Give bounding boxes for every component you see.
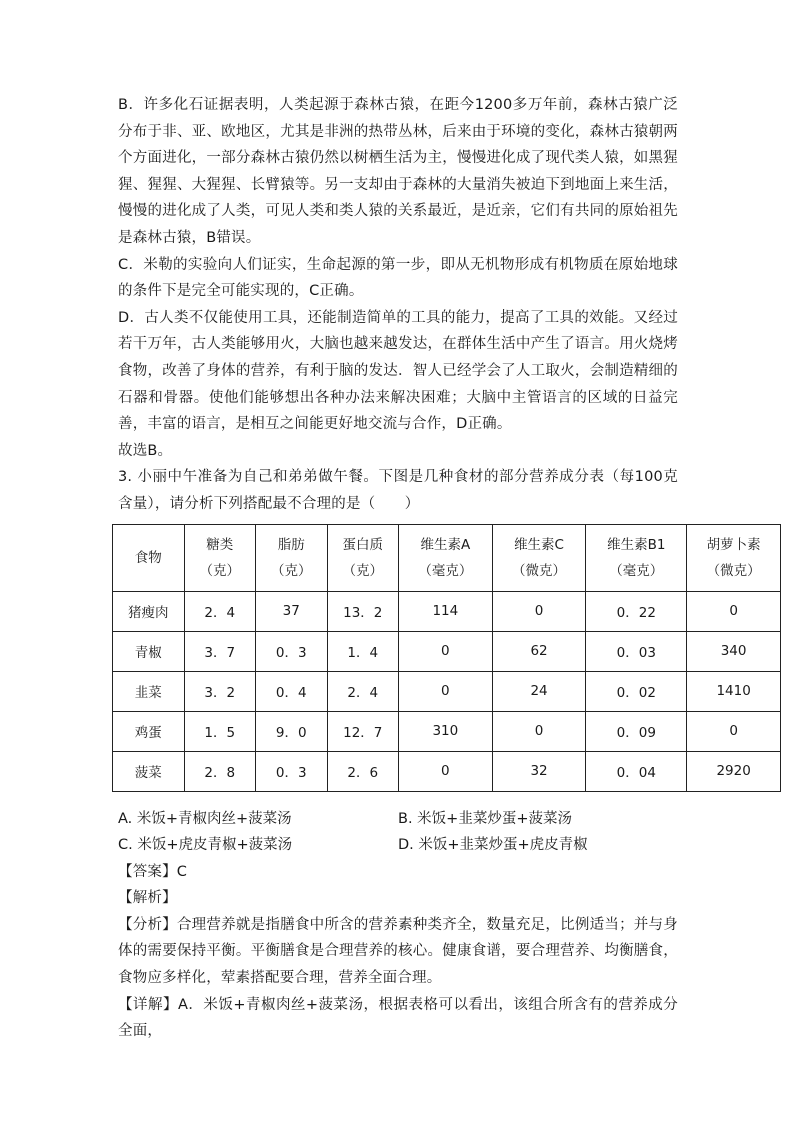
header-cell: 维生素B1 （毫克） <box>586 524 687 591</box>
value-cell: 114 <box>399 591 493 631</box>
header-cell: 维生素C （微克） <box>492 524 586 591</box>
value-cell: 1．5 <box>184 711 256 751</box>
option-b-analysis: B．许多化石证据表明，人类起源于森林古猿，在距今1200多万年前，森林古猿广泛分布于非、亚、欧地区，尤其是非洲的热带丛林，后来由于环境的变化，森林古猿朝两个方面进化，一部分森林古猿仍然以树栖生活为主，慢慢进化成了现代类人猿，如黑猩猩、猩猩、大猩猩、长臂猿等。另一支却由于森林的大量消失被迫下到地面上来生活，慢慢的进化成了人类，可见人类和类人猿的关系最近，是近亲，它们有共同的原始祖先是森林古猿，B错误。 <box>118 97 678 246</box>
value-cell: 0 <box>492 591 586 631</box>
table-row <box>113 751 781 791</box>
header-cell: 脂肪 （克） <box>256 524 328 591</box>
analysis-label: 【解析】 <box>118 890 177 907</box>
value-cell: 0 <box>687 591 781 631</box>
value-cell: 13．2 <box>327 591 399 631</box>
value-cell: 0．04 <box>586 751 687 791</box>
value-cell: 12．7 <box>327 711 399 751</box>
option-d-analysis: D．古人类不仅能使用工具，还能制造简单的工具的能力，提高了工具的效能。又经过若干万年，古人类能够用火，大脑也越来越发达，在群体生活中产生了语言。用火烧烤食物，改善了身体的营养，有利于脑的发达．智人已经学会了人工取火，会制造精细的石器和骨器。使他们能够想出各种办法来解决困难；大脑中主管语言的区域的日益完善，丰富的语言，是相互之间能更好地交流与合作，D正确。 <box>118 309 678 433</box>
food-cell: 菠菜 <box>113 751 185 791</box>
table-row <box>113 631 781 671</box>
question-text: 3. 小丽中午准备为自己和弟弟做午餐。下图是几种食材的部分营养成分表（每100克含量），请分析下列搭配最不合理的是（ ） <box>118 469 678 512</box>
value-cell: 24 <box>492 671 586 711</box>
food-cell: 青椒 <box>113 631 185 671</box>
table-row <box>113 591 781 631</box>
value-cell: 2．6 <box>327 751 399 791</box>
table-header-row <box>113 524 781 591</box>
option-d: D. 米饭+韭菜炒蛋+虎皮青椒 <box>398 837 588 854</box>
value-cell: 1410 <box>687 671 781 711</box>
answer-label: 【答案】C <box>118 863 188 880</box>
value-cell: 0．22 <box>586 591 687 631</box>
nutrition-table <box>112 524 781 792</box>
option-c-analysis: C．米勒的实验向人们证实，生命起源的第一步，即从无机物形成有机物质在原始地球的条件下是完全可能实现的，C正确。 <box>118 256 678 300</box>
value-cell: 0．3 <box>256 631 328 671</box>
answer-choice: 故选B。 <box>118 442 173 459</box>
value-cell: 62 <box>492 631 586 671</box>
answer-options <box>118 806 678 859</box>
food-cell: 鸡蛋 <box>113 711 185 751</box>
table-row <box>113 671 781 711</box>
option-b: B. 米饭+韭菜炒蛋+菠菜汤 <box>398 810 572 827</box>
header-cell: 蛋白质 （克） <box>327 524 399 591</box>
option-a: A. 米饭+青椒肉丝+菠菜汤 <box>118 810 292 827</box>
value-cell: 2．4 <box>327 671 399 711</box>
value-cell: 0 <box>492 711 586 751</box>
value-cell: 0 <box>399 631 493 671</box>
value-cell: 340 <box>687 631 781 671</box>
value-cell: 0 <box>399 751 493 791</box>
value-cell: 2．8 <box>184 751 256 791</box>
value-cell: 32 <box>492 751 586 791</box>
value-cell: 3．2 <box>184 671 256 711</box>
options-row <box>118 832 678 859</box>
analysis-xiangjie: 【详解】A．米饭+青椒肉丝+菠菜汤，根据表格可以看出，该组合所含有的营养成分全面， <box>118 996 678 1040</box>
food-cell: 猪瘦肉 <box>113 591 185 631</box>
header-cell: 胡萝卜素 （微克） <box>687 524 781 591</box>
table-row <box>113 711 781 751</box>
option-c: C. 米饭+虎皮青椒+菠菜汤 <box>118 837 293 854</box>
options-row <box>118 806 678 833</box>
value-cell: 0 <box>399 671 493 711</box>
value-cell: 37 <box>256 591 328 631</box>
value-cell: 2．4 <box>184 591 256 631</box>
document-page <box>118 92 761 1045</box>
value-cell: 0．09 <box>586 711 687 751</box>
analysis-fenxi: 【分析】合理营养就是指膳食中所含的营养素种类齐全，数量充足，比例适当；并与身体的需要保持平衡。平衡膳食是合理营养的核心。健康食谱，要合理营养、均衡膳食，食物应多样化，荤素搭配要合理，营养全面合理。 <box>118 916 678 987</box>
value-cell: 0．4 <box>256 671 328 711</box>
header-cell: 食物 <box>113 524 185 591</box>
value-cell: 1．4 <box>327 631 399 671</box>
header-cell: 糖类 （克） <box>184 524 256 591</box>
value-cell: 3．7 <box>184 631 256 671</box>
food-cell: 韭菜 <box>113 671 185 711</box>
value-cell: 0．03 <box>586 631 687 671</box>
value-cell: 9．0 <box>256 711 328 751</box>
value-cell: 2920 <box>687 751 781 791</box>
value-cell: 310 <box>399 711 493 751</box>
value-cell: 0．02 <box>586 671 687 711</box>
value-cell: 0．3 <box>256 751 328 791</box>
value-cell: 0 <box>687 711 781 751</box>
header-cell: 维生素A （毫克） <box>399 524 493 591</box>
